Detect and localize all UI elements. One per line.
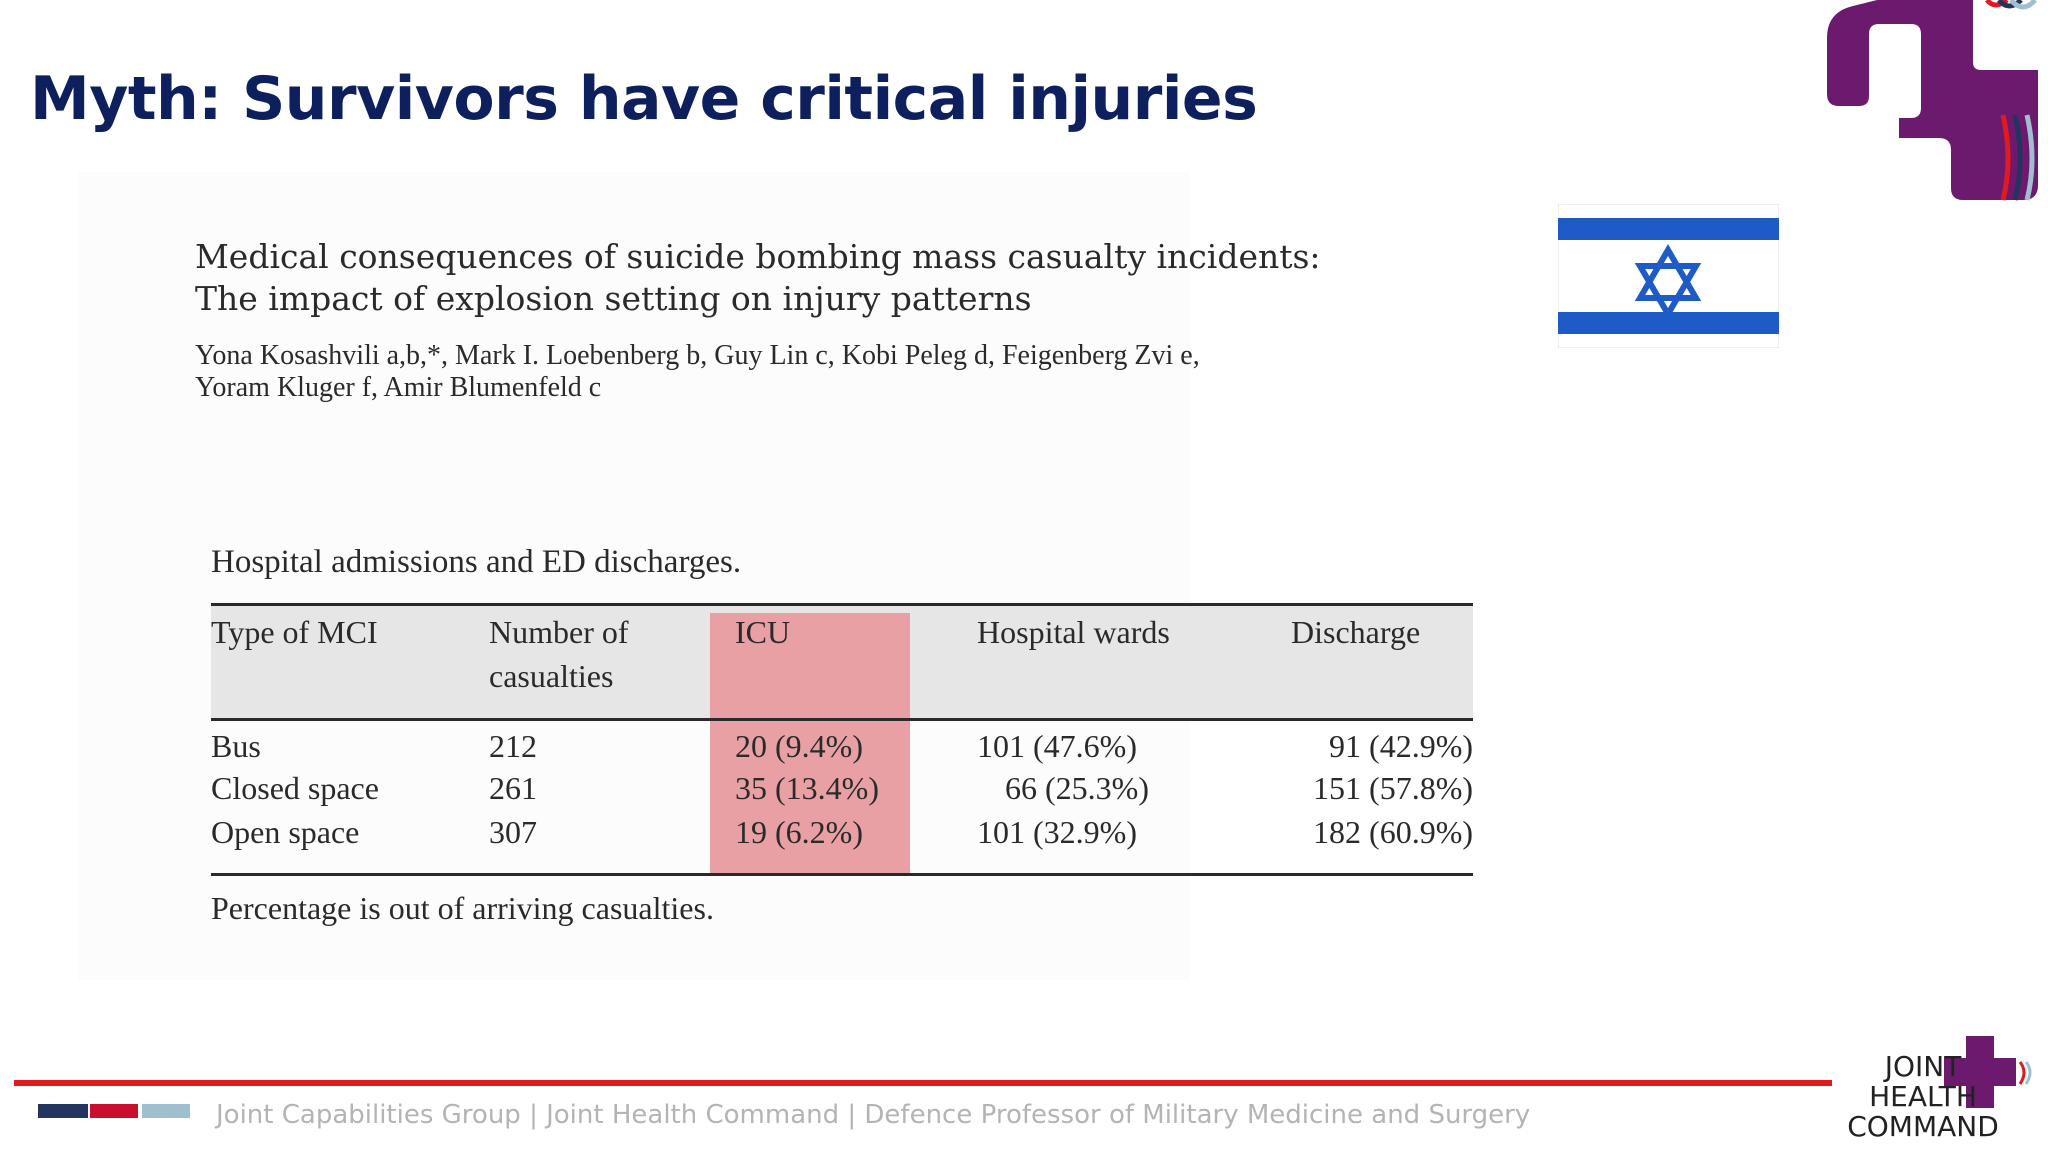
paper-authors	[195, 340, 1200, 404]
slide-title: Myth: Survivors have critical injuries	[30, 64, 1258, 134]
row-wards: 101 (47.6%)	[977, 728, 1137, 764]
header-discharge: Discharge	[1291, 614, 1421, 650]
row-number: 261	[489, 770, 537, 806]
footer-text: Joint Capabilities Group | Joint Health Command | Defence Professor of Military Medicine and Surgery	[216, 1100, 1531, 1130]
header-icu: ICU	[735, 614, 791, 650]
header-number-line2: casualties	[489, 658, 614, 694]
header-wards: Hospital wards	[977, 614, 1170, 650]
paper-title	[195, 236, 1321, 320]
header-type: Type of MCI	[211, 614, 378, 650]
table-caption: Hospital admissions and ED discharges.	[211, 544, 742, 580]
header-number: Number of	[489, 614, 629, 650]
logo-text-health: HEALTH	[1869, 1080, 1977, 1113]
row-discharge: 151 (57.8%)	[1313, 770, 1473, 806]
paper-title-line: The impact of explosion setting on injury patterns	[195, 279, 1032, 318]
row-discharge: 91 (42.9%)	[1329, 728, 1473, 764]
table-top-rule	[211, 603, 1473, 606]
authors-line: Yoram Kluger f, Amir Blumenfeld c	[195, 372, 602, 403]
row-wards: 101 (32.9%)	[977, 814, 1137, 850]
row-type: Bus	[211, 728, 261, 764]
row-icu: 35 (13.4%)	[735, 770, 879, 806]
hospital-admissions-table	[211, 603, 1473, 878]
row-number: 212	[489, 728, 537, 764]
table-header-rule	[211, 718, 1473, 721]
row-wards: 66 (25.3%)	[1005, 770, 1149, 806]
row-icu: 20 (9.4%)	[735, 728, 863, 764]
paper-title-line: Medical consequences of suicide bombing mass casualty incidents:	[195, 237, 1321, 276]
row-discharge: 182 (60.9%)	[1313, 814, 1473, 850]
row-number: 307	[489, 814, 537, 850]
logo-text-joint: JOINT	[1884, 1050, 1962, 1083]
table-footnote: Percentage is out of arriving casualties.	[211, 890, 714, 926]
row-icu: 19 (6.2%)	[735, 814, 863, 850]
footer-red-rule	[14, 1080, 1832, 1086]
table-bottom-rule	[211, 873, 1473, 876]
logo-text-command: COMMAND	[1847, 1110, 1999, 1143]
footer-bar-red	[90, 1104, 138, 1118]
israel-flag	[1558, 204, 1779, 348]
row-type: Closed space	[211, 770, 379, 806]
footer-bar-blue	[142, 1104, 190, 1118]
footer-bar-navy	[38, 1104, 88, 1118]
row-type: Open space	[211, 814, 360, 850]
joint-health-cross-logo	[1803, 0, 2048, 210]
authors-line: Yona Kosashvili a,b,*, Mark I. Loebenberg b, Guy Lin c, Kobi Peleg d, Feigenberg Zvi e,	[195, 340, 1200, 371]
